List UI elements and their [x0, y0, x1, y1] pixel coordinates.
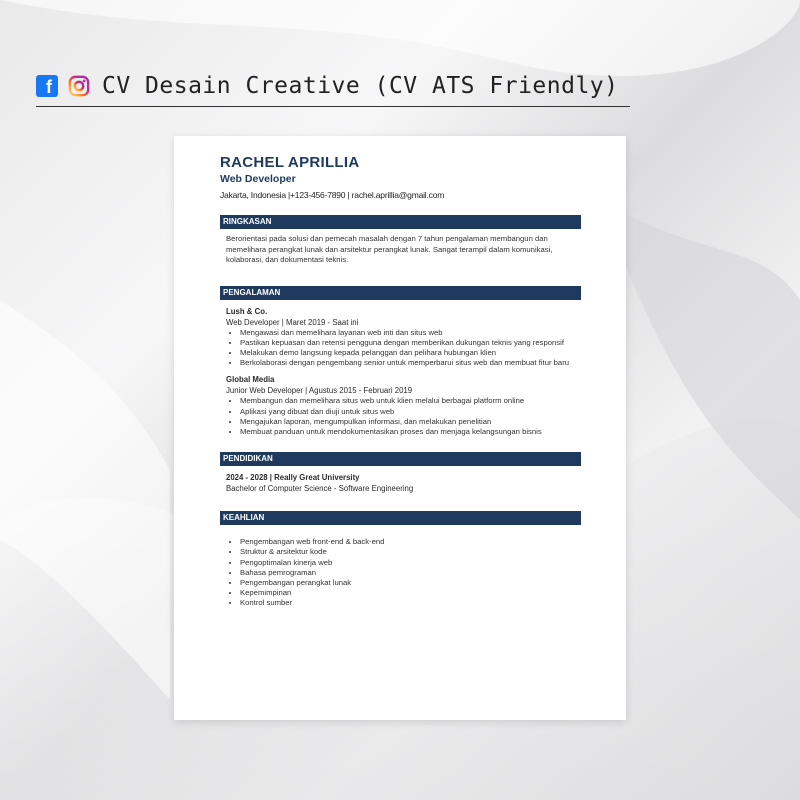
section-heading-experience: PENGALAMAN	[220, 286, 581, 300]
list-item: • Kepemimpinan	[240, 588, 400, 598]
job-bullets	[226, 396, 575, 437]
list-item: • Pastikan kepuasan dan retensi pengguna dengan memberikan dukungan teknis yang responsif	[240, 338, 575, 348]
list-item: • Pengembangan perangkat lunak	[240, 578, 400, 588]
instagram-icon[interactable]	[68, 75, 90, 97]
list-item: • Bahasa pemrograman	[240, 568, 400, 578]
page-title: CV Desain Creative (CV ATS Friendly)	[102, 73, 619, 99]
job-company: Lush & Co.	[226, 306, 268, 316]
cv-document	[174, 136, 626, 720]
skills-entry	[226, 537, 575, 608]
summary-text: Berorientasi pada solusi dan pemecah masalah dengan 7 tahun pengalaman membangun dan memelihara perangkat lunak dan arsitektur perangkat lunak. Sangat terampil dalam komunikasi, kolaborasi, dan dokumentasi teknis.	[226, 234, 553, 264]
job-2	[226, 375, 575, 437]
education-entry	[226, 473, 575, 493]
job-1	[226, 307, 575, 369]
list-item: • Membangun dan memelihara situs web untuk klien melalui berbagai platform online	[240, 396, 575, 406]
list-item: • Struktur & arsitektur kode	[240, 547, 400, 557]
list-item: • Berkolaborasi dengan pengembang senior untuk memperbarui situs web dan membuat fitur baru	[240, 358, 575, 368]
job-position: Web Developer | Maret 2019 - Saat ini	[226, 317, 359, 327]
list-item: • Mengawasi dan memelihara layanan web inti dan situs web	[240, 328, 575, 338]
list-item: • Pengembangan web front-end & back-end	[240, 537, 400, 547]
job-bullets	[226, 328, 575, 369]
list-item: • Membuat panduan untuk mendokumentasikan proses dan menjaga kelangsungan bisnis	[240, 427, 575, 437]
list-item: • Kontrol sumber	[240, 598, 400, 608]
list-item: • Mengajukan laporan, mengumpulkan informasi, dan melakukan penelitian	[240, 417, 575, 427]
list-item: • Melakukan demo langsung kepada pelanggan dan pelihara hubungan klien	[240, 348, 575, 358]
education-line: 2024 - 2028 | Really Great University	[226, 473, 360, 483]
cv-name: RACHEL APRILLIA	[220, 154, 360, 171]
education-degree: Bachelor of Computer Science - Software Engineering	[226, 484, 414, 494]
page-header	[36, 66, 630, 107]
facebook-icon[interactable]: f	[36, 75, 58, 97]
section-heading-skills: KEAHLIAN	[220, 511, 581, 525]
list-item: • Pengoptimalan kinerja web	[240, 558, 400, 568]
skills-list	[226, 537, 400, 608]
list-item: • Aplikasi yang dibuat dan diuji untuk situs web	[240, 407, 575, 417]
section-heading-summary: RINGKASAN	[220, 215, 581, 229]
cv-content	[220, 154, 581, 609]
cv-contact: Jakarta, Indonesia |+123-456-7890 | rachel.aprillia@gmail.com	[220, 190, 445, 200]
job-position: Junior Web Developer | Agustus 2015 - Februari 2019	[226, 386, 413, 396]
section-heading-education: PENDIDIKAN	[220, 452, 581, 466]
job-company: Global Media	[226, 375, 275, 385]
cv-role: Web Developer	[220, 173, 296, 185]
